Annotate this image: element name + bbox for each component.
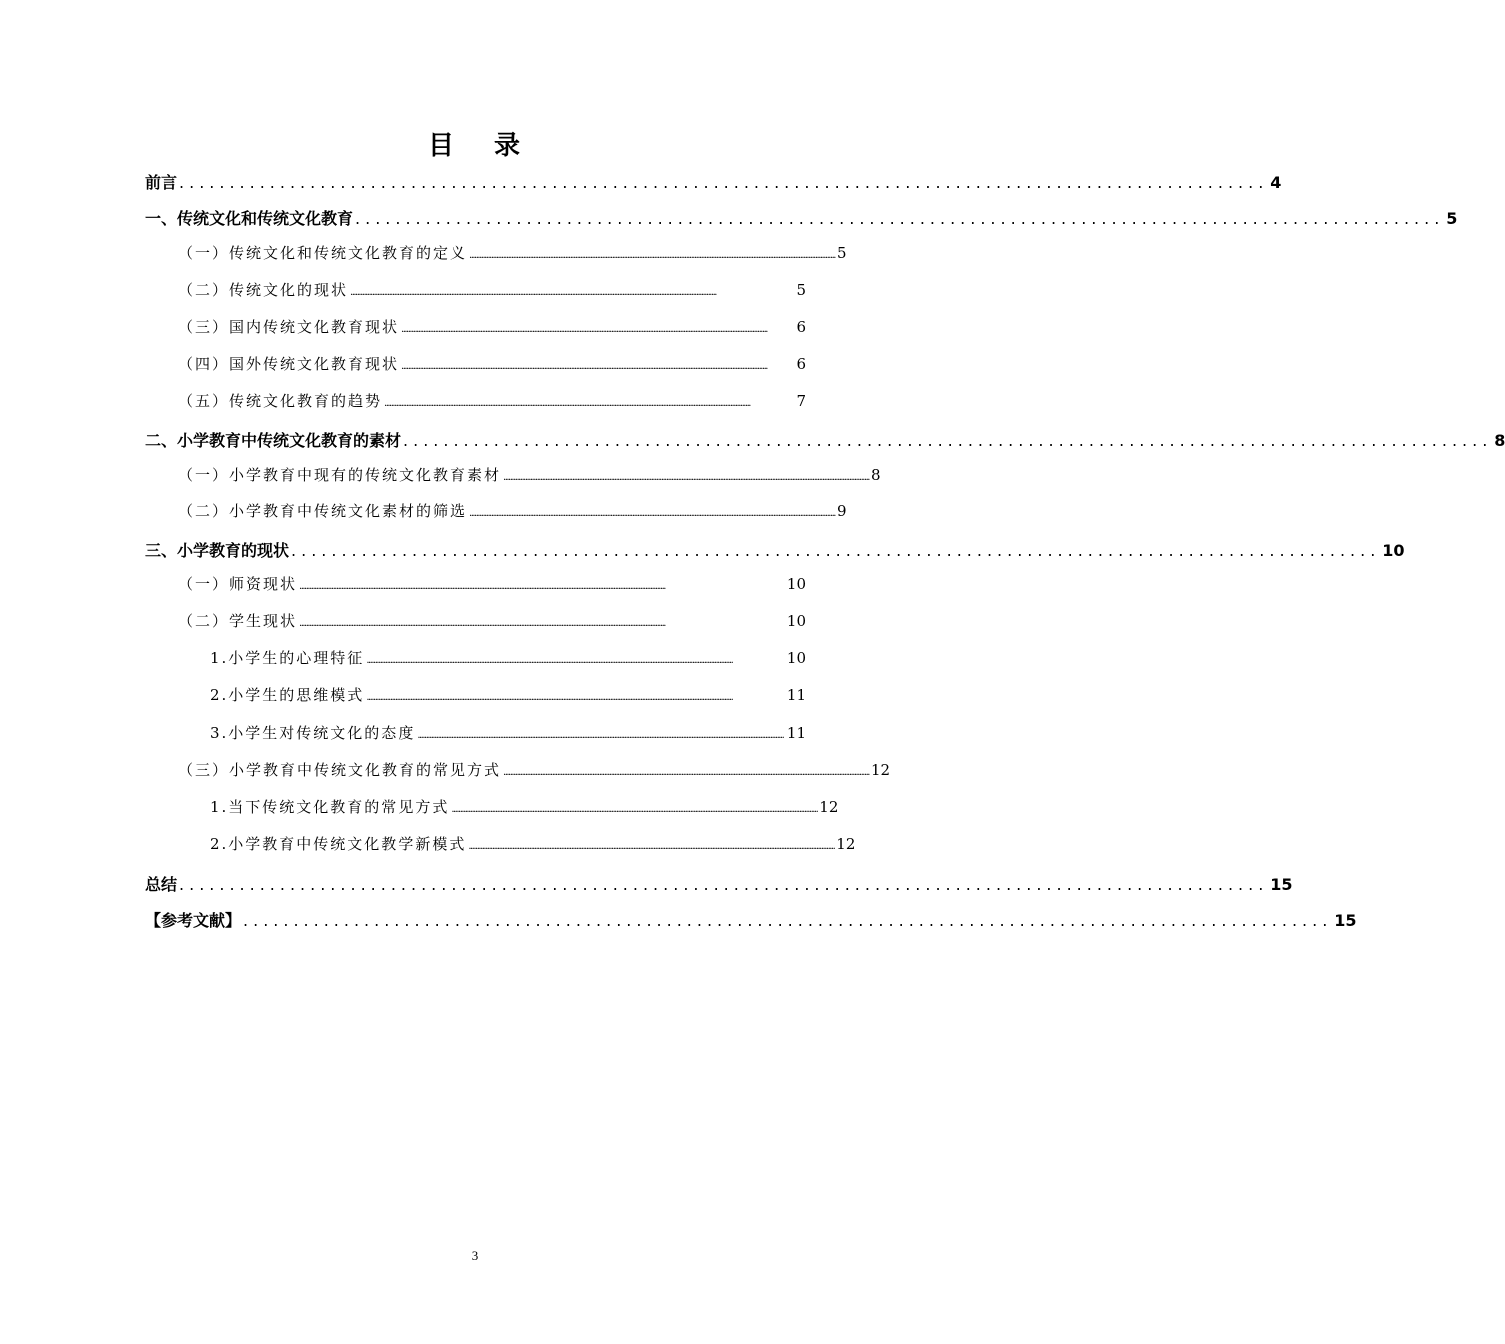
toc-label: 【参考文献】: [145, 911, 242, 930]
toc-leader-dots: ..........................................................................................................................................................................................................................: [468, 841, 835, 852]
toc-entry-section-1-3[interactable]: [178, 316, 806, 337]
toc-label: 3.小学生对传统文化的态度: [210, 724, 416, 742]
toc-leader-dots: ............................................................................................................: [355, 209, 1445, 228]
toc-entry-references[interactable]: [145, 908, 1357, 931]
toc-label: （三）国内传统文化教育现状: [178, 318, 400, 336]
toc-leader-dots: ..........................................................................................................................................................................................................................: [503, 767, 869, 778]
toc-label: 三、小学教育的现状: [145, 541, 290, 560]
toc-entry-section-1-1[interactable]: [178, 242, 847, 263]
title-char-2: 录: [494, 131, 523, 161]
toc-page-number: 4: [1270, 173, 1282, 192]
toc-leader-dots: ..........................................................................................................................................................................................................................: [469, 508, 835, 519]
toc-label: （一）传统文化和传统文化教育的定义: [178, 244, 468, 262]
toc-page-number: 5: [796, 281, 806, 299]
toc-entry-chapter-1[interactable]: [145, 206, 1458, 229]
toc-page-number: 6: [796, 355, 806, 373]
toc-entry-subsection-3-3-1[interactable]: [210, 796, 839, 817]
toc-entry-subsection-3-2-3[interactable]: [210, 722, 806, 743]
toc-entry-section-2-2[interactable]: [178, 500, 847, 521]
toc-page-number: 10: [786, 575, 806, 593]
toc-leader-dots: ..........................................................................................................................................................................................................................: [366, 655, 733, 666]
toc-leader-dots: ..........................................................................................................................................................................................................................: [384, 398, 750, 409]
toc-label: 1.当下传统文化教育的常见方式: [210, 798, 450, 816]
toc-leader-dots: ..........................................................................................................................................................................................................................: [503, 472, 869, 483]
toc-entry-section-1-2[interactable]: [178, 279, 806, 300]
toc-page-number: 8: [870, 466, 881, 484]
toc-page-number: 5: [1446, 209, 1458, 228]
toc-entry-section-3-3[interactable]: [178, 759, 891, 780]
toc-label: 前言: [145, 173, 178, 192]
toc-label: 总结: [145, 875, 178, 894]
toc-entry-subsection-3-2-2[interactable]: [210, 684, 806, 705]
toc-page-number: 7: [796, 392, 806, 410]
toc-leader-dots: ............................................................................................................: [403, 431, 1493, 450]
toc-page-number: 9: [836, 502, 847, 520]
toc-page-number: 11: [786, 724, 806, 742]
toc-page-number: 10: [786, 649, 806, 667]
toc-entry-section-3-1[interactable]: [178, 573, 806, 594]
toc-label: （三）小学教育中传统文化教育的常见方式: [178, 761, 502, 779]
page-footer-number: 3: [471, 1248, 479, 1263]
toc-page-number: 10: [1382, 541, 1405, 560]
toc-leader-dots: ..........................................................................................................................................................................................................................: [401, 324, 767, 335]
toc-entry-section-2-1[interactable]: [178, 464, 881, 485]
toc-leader-dots: ..........................................................................................................................................................................................................................: [401, 361, 767, 372]
toc-label: （一）小学教育中现有的传统文化教育素材: [178, 466, 502, 484]
title-char-1: 目: [427, 131, 456, 161]
toc-leader-dots: ..........................................................................................................................................................................................................................: [350, 287, 716, 298]
toc-entry-conclusion[interactable]: [145, 872, 1293, 895]
toc-page-number: 12: [819, 798, 839, 816]
toc-leader-dots: ............................................................................................................: [291, 541, 1381, 560]
toc-label: （二）学生现状: [178, 612, 298, 630]
page-title: [0, 125, 950, 162]
toc-page-number: 8: [1494, 431, 1505, 450]
toc-entry-subsection-3-2-1[interactable]: [210, 647, 806, 668]
toc-label: 二、小学教育中传统文化教育的素材: [145, 431, 402, 450]
toc-page-number: 12: [836, 835, 856, 853]
toc-page-number: 10: [786, 612, 806, 630]
toc-label: 2.小学教育中传统文化教学新模式: [210, 835, 467, 853]
toc-entry-section-3-2[interactable]: [178, 610, 806, 631]
toc-leader-dots: ..........................................................................................................................................................................................................................: [299, 618, 665, 629]
toc-page-number: 6: [796, 318, 806, 336]
toc-label: 一、传统文化和传统文化教育: [145, 209, 354, 228]
toc-page-number: 15: [1270, 875, 1293, 894]
toc-entry-section-1-4[interactable]: [178, 353, 806, 374]
toc-label: （二）小学教育中传统文化素材的筛选: [178, 502, 468, 520]
toc-entry-preface[interactable]: [145, 170, 1282, 193]
toc-page-number: 15: [1334, 911, 1357, 930]
toc-page-number: 11: [786, 686, 806, 704]
toc-label: （二）传统文化的现状: [178, 281, 349, 299]
toc-leader-dots: ..........................................................................................................................................................................................................................: [451, 804, 818, 815]
toc-label: （四）国外传统文化教育现状: [178, 355, 400, 373]
toc-label: 2.小学生的思维模式: [210, 686, 365, 704]
toc-leader-dots: ..........................................................................................................................................................................................................................: [299, 581, 665, 592]
toc-leader-dots: ............................................................................................................: [179, 875, 1269, 894]
toc-entry-section-1-5[interactable]: [178, 390, 806, 411]
toc-leader-dots: ..........................................................................................................................................................................................................................: [469, 250, 835, 261]
toc-leader-dots: ..........................................................................................................................................................................................................................: [366, 692, 733, 703]
toc-page-number: 12: [870, 761, 891, 779]
toc-label: （五）传统文化教育的趋势: [178, 392, 383, 410]
toc-leader-dots: ............................................................................................................: [179, 173, 1269, 192]
toc-entry-chapter-2[interactable]: [145, 428, 1505, 451]
toc-page-number: 5: [836, 244, 847, 262]
toc-label: （一）师资现状: [178, 575, 298, 593]
toc-entry-subsection-3-3-2[interactable]: [210, 833, 856, 854]
toc-leader-dots: ..........................................................................................................................................................................................................................: [417, 730, 784, 741]
toc-leader-dots: ............................................................................................................: [243, 911, 1333, 930]
toc-label: 1.小学生的心理特征: [210, 649, 365, 667]
toc-entry-chapter-3[interactable]: [145, 538, 1405, 561]
